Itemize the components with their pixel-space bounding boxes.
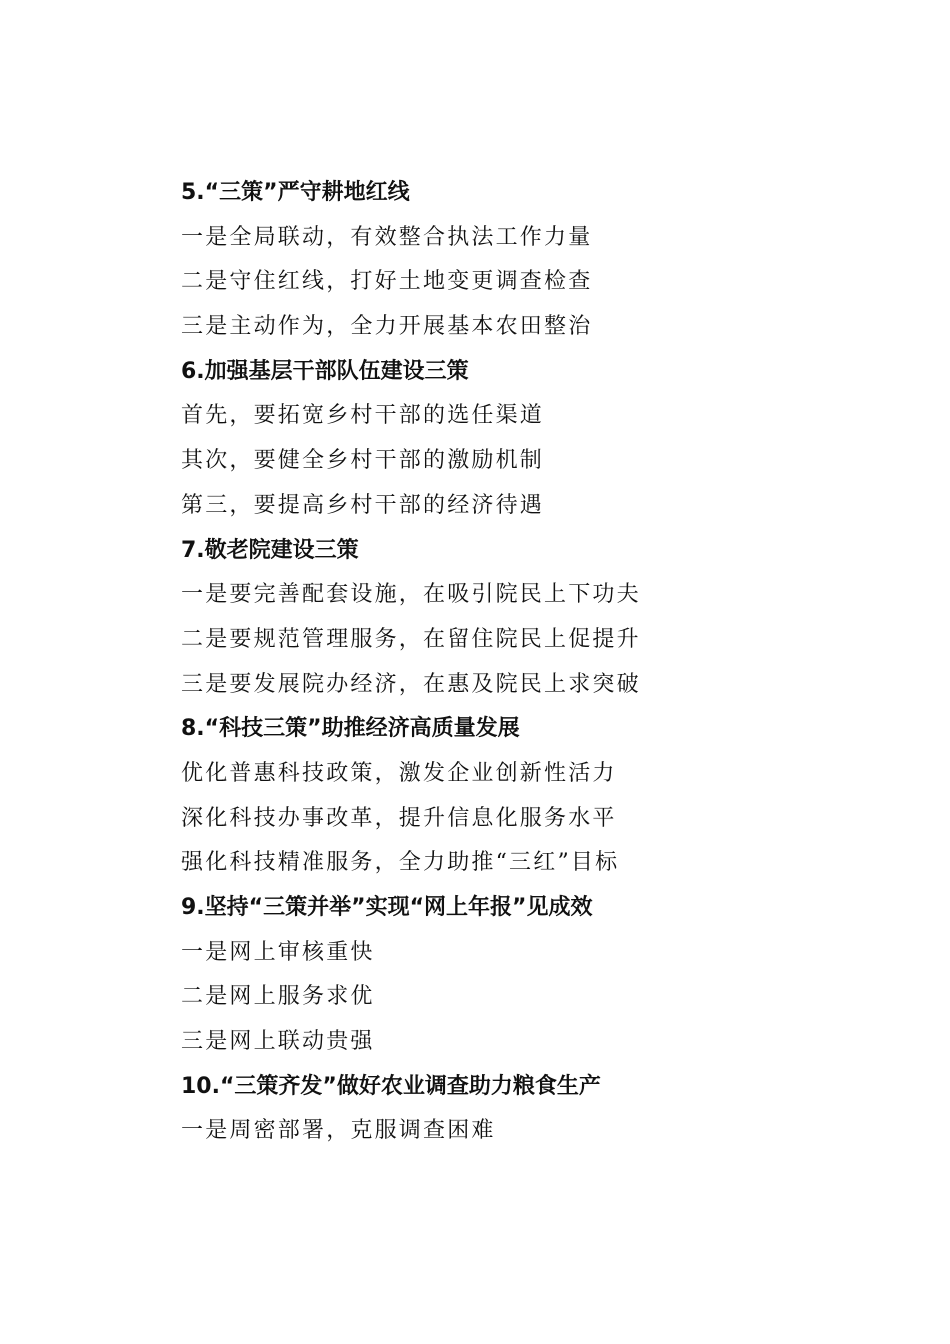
list-item: 第三，要提高乡村干部的经济待遇 bbox=[181, 492, 545, 518]
section-heading: 5.“三策”严守耕地红线 bbox=[181, 180, 410, 205]
section-heading: 8.“科技三策”助推经济高质量发展 bbox=[181, 716, 520, 742]
section-heading: 10.“三策齐发”做好农业调查助力粮食生产 bbox=[181, 1073, 601, 1099]
list-item: 一是要完善配套设施，在吸引院民上下功夫 bbox=[181, 582, 641, 608]
list-item: 二是要规范管理服务，在留住院民上促提升 bbox=[181, 626, 641, 652]
list-item: 一是网上审核重快 bbox=[181, 939, 375, 965]
list-item: 深化科技办事改革，提升信息化服务水平 bbox=[181, 805, 617, 831]
list-item: 一是周密部署，克服调查困难 bbox=[181, 1118, 496, 1144]
section-heading: 7.敬老院建设三策 bbox=[181, 537, 359, 563]
section-heading: 9.坚持“三策并举”实现“网上年报”见成效 bbox=[181, 895, 593, 920]
list-item: 其次，要健全乡村干部的激励机制 bbox=[181, 448, 545, 474]
list-item: 二是守住红线，打好土地变更调查检查 bbox=[181, 269, 593, 295]
list-item: 三是网上联动贵强 bbox=[181, 1029, 375, 1055]
list-item: 三是要发展院办经济，在惠及院民上求突破 bbox=[181, 671, 641, 697]
list-item: 一是全局联动，有效整合执法工作力量 bbox=[181, 224, 593, 250]
list-item: 优化普惠科技政策，激发企业创新性活力 bbox=[181, 760, 617, 786]
section-heading: 6.加强基层干部队伍建设三策 bbox=[181, 358, 469, 384]
list-item: 三是主动作为，全力开展基本农田整治 bbox=[181, 314, 593, 340]
document-body bbox=[181, 171, 861, 1154]
list-item: 首先，要拓宽乡村干部的选任渠道 bbox=[181, 403, 545, 429]
list-item: 二是网上服务求优 bbox=[181, 984, 375, 1010]
list-item: 强化科技精准服务，全力助推“三红”目标 bbox=[181, 850, 620, 876]
